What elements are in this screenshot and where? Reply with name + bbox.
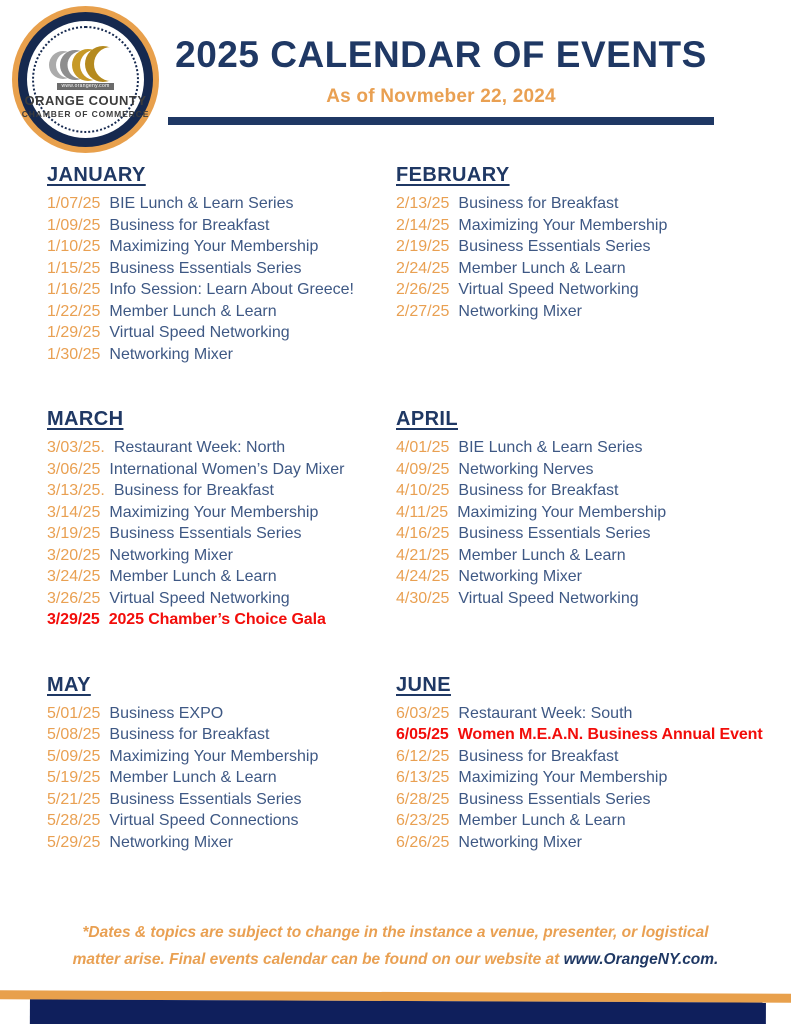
title-block: [168, 34, 714, 108]
event-date: 6/05/25: [396, 726, 449, 743]
event-date: 6/12/25: [396, 747, 450, 765]
month-heading: JANUARY: [47, 164, 146, 186]
event-row: [396, 258, 781, 280]
event-title: Business Essentials Series: [458, 525, 651, 542]
ccc-monogram-icon: [45, 43, 127, 85]
event-title: Networking Mixer: [109, 345, 233, 363]
event-row: [47, 480, 396, 502]
event-row: [396, 437, 781, 459]
event-row: [47, 703, 396, 725]
event-row: [47, 215, 396, 237]
event-title: Virtual Speed Networking: [109, 324, 290, 341]
event-row: [396, 789, 781, 811]
event-row: [47, 279, 396, 301]
bottom-navy-bar: [30, 999, 766, 1024]
event-title: Networking Mixer: [458, 833, 582, 851]
event-row: [396, 767, 781, 789]
event-row: [396, 545, 781, 567]
event-row: [47, 724, 396, 746]
months-grid: [47, 164, 781, 853]
event-title: Business for Breakfast: [113, 482, 274, 499]
event-date: 6/03/25: [396, 704, 450, 722]
event-date: 3/26/25: [47, 589, 101, 607]
event-title: Maximizing Your Membership: [109, 747, 319, 765]
event-date: 1/22/25: [47, 302, 101, 320]
event-title: Maximizing Your Membership: [458, 769, 668, 786]
event-date: 5/09/25: [47, 747, 101, 765]
event-row: [47, 832, 396, 854]
event-title: Restaurant Week: South: [458, 704, 633, 722]
event-title: Member Lunch & Learn: [109, 769, 277, 786]
event-row: [47, 236, 396, 258]
chamber-logo: [12, 6, 159, 153]
event-date: 2/24/25: [396, 259, 450, 277]
event-row: [47, 746, 396, 768]
event-title: Virtual Speed Networking: [109, 589, 290, 607]
month-march: [47, 408, 396, 631]
event-row: [396, 193, 781, 215]
event-title: 2025 Chamber’s Choice Gala: [108, 611, 326, 628]
month-june: [396, 674, 781, 854]
event-date: 4/09/25: [396, 460, 450, 478]
event-date: 2/14/25: [396, 216, 450, 234]
event-title: Business Essentials Series: [458, 238, 651, 255]
event-date: 3/24/25: [47, 568, 101, 585]
event-title: Business for Breakfast: [458, 482, 619, 499]
event-date: 3/13/25.: [47, 482, 105, 499]
event-title: Networking Mixer: [458, 568, 582, 585]
disclaimer-line1: *Dates & topics are subject to change in the instance a venue, presenter, or logistical: [82, 924, 709, 941]
event-title: Business Essentials Series: [109, 525, 302, 542]
event-title: Networking Mixer: [109, 546, 233, 564]
event-date: 3/20/25: [47, 546, 101, 564]
event-row: [396, 588, 781, 610]
month-heading: MAY: [47, 673, 91, 696]
event-date: 4/24/25: [396, 568, 450, 585]
event-date: 1/29/25: [47, 324, 101, 341]
event-date: 3/29/25: [47, 611, 100, 628]
event-title: Women M.E.A.N. Business Annual Event: [457, 726, 763, 743]
event-date: 1/16/25: [47, 281, 101, 298]
event-row: [47, 566, 396, 588]
event-date: 5/01/25: [47, 704, 101, 722]
event-title: International Women’s Day Mixer: [109, 460, 345, 478]
as-of-date: As of Novmeber 22, 2024: [326, 86, 556, 107]
event-date: 4/16/25: [396, 525, 450, 542]
event-row: [47, 301, 396, 323]
event-date: 5/29/25: [47, 833, 101, 851]
event-title: Virtual Speed Connections: [109, 812, 299, 829]
event-title: Member Lunch & Learn: [458, 546, 626, 564]
event-date: 6/26/25: [396, 833, 450, 851]
event-title: Business for Breakfast: [458, 195, 619, 212]
event-row: [47, 344, 396, 366]
logo-content: [21, 28, 150, 131]
event-title: Networking Mixer: [458, 302, 582, 320]
event-row: [47, 810, 396, 832]
event-date: 2/19/25: [396, 238, 450, 255]
event-date: 5/19/25: [47, 769, 101, 786]
event-date: 4/01/25: [396, 439, 450, 456]
event-date: 6/13/25: [396, 769, 450, 786]
event-row: [396, 703, 781, 725]
event-row: [47, 789, 396, 811]
event-date: 3/19/25: [47, 525, 101, 542]
event-title: Member Lunch & Learn: [109, 568, 277, 585]
event-date: 2/27/25: [396, 302, 450, 320]
logo-website-text: www.orangeny.com: [57, 83, 113, 90]
event-date: 2/26/25: [396, 281, 450, 298]
event-date: 3/03/25.: [47, 439, 105, 456]
bottom-bars: [0, 990, 791, 1024]
event-title: Member Lunch & Learn: [458, 259, 626, 277]
event-title: Virtual Speed Networking: [458, 589, 639, 607]
event-title: Business for Breakfast: [109, 726, 270, 743]
event-title: Business EXPO: [109, 704, 224, 722]
event-date: 5/21/25: [47, 790, 101, 808]
event-date: 2/13/25: [396, 195, 450, 212]
event-title: Networking Nerves: [458, 460, 594, 478]
event-title: Business Essentials Series: [109, 790, 302, 808]
event-row: [47, 322, 396, 344]
month-heading: APRIL: [396, 408, 458, 430]
event-date: 3/06/25: [47, 460, 101, 478]
event-title: Info Session: Learn About Greece!: [109, 281, 354, 298]
event-date: 1/15/25: [47, 259, 101, 277]
event-date: 6/28/25: [396, 790, 450, 808]
event-row: [47, 609, 396, 631]
event-row: [396, 746, 781, 768]
month-heading: FEBRUARY: [396, 164, 510, 186]
event-row: [47, 588, 396, 610]
logo-org-name: ORANGE COUNTY: [24, 92, 147, 108]
event-row: [47, 459, 396, 481]
event-title: Business Essentials Series: [109, 259, 302, 277]
event-row: [47, 502, 396, 524]
event-title: Maximizing Your Membership: [458, 216, 668, 234]
event-title: Networking Mixer: [109, 833, 233, 851]
month-april: [396, 408, 781, 631]
event-row: [47, 767, 396, 789]
event-row: [396, 279, 781, 301]
event-title: Business for Breakfast: [458, 747, 619, 765]
event-row: [396, 523, 781, 545]
event-row: [396, 301, 781, 323]
event-row: [396, 810, 781, 832]
logo-org-subname: CHAMBER OF COMMERCE: [21, 108, 150, 119]
event-date: 3/14/25: [47, 503, 101, 521]
event-title: Maximizing Your Membership: [109, 238, 319, 255]
event-row: [396, 236, 781, 258]
event-title: Maximizing Your Membership: [109, 503, 319, 521]
event-title: Maximizing Your Membership: [457, 503, 667, 521]
event-row: [396, 566, 781, 588]
event-date: 1/10/25: [47, 238, 101, 255]
event-row: [47, 437, 396, 459]
disclaimer: [40, 919, 751, 973]
month-february: [396, 164, 781, 365]
event-row: [47, 258, 396, 280]
event-date: 4/30/25: [396, 589, 450, 607]
event-title: Member Lunch & Learn: [458, 812, 626, 829]
month-january: [47, 164, 396, 365]
event-row: [47, 193, 396, 215]
event-date: 4/11/25: [396, 503, 449, 521]
event-title: Restaurant Week: North: [113, 439, 286, 456]
event-date: 4/10/25: [396, 482, 450, 499]
event-title: Business Essentials Series: [458, 790, 651, 808]
event-row: [396, 215, 781, 237]
event-row: [47, 523, 396, 545]
event-date: 1/30/25: [47, 345, 101, 363]
event-row: [396, 480, 781, 502]
event-date: 5/08/25: [47, 726, 101, 743]
event-title: BIE Lunch & Learn Series: [109, 195, 294, 212]
disclaimer-line2: matter arise. Final events calendar can be found on our website at: [72, 951, 560, 968]
event-title: Virtual Speed Networking: [458, 281, 639, 298]
month-heading: MARCH: [47, 408, 124, 430]
event-date: 1/09/25: [47, 216, 101, 234]
event-title: Business for Breakfast: [109, 216, 270, 234]
header-divider: [168, 117, 714, 125]
event-row: [396, 832, 781, 854]
event-date: 5/28/25: [47, 812, 101, 829]
event-row: [396, 459, 781, 481]
month-heading: JUNE: [396, 673, 451, 696]
event-title: BIE Lunch & Learn Series: [458, 439, 643, 456]
event-date: 6/23/25: [396, 812, 450, 829]
event-title: Member Lunch & Learn: [109, 302, 277, 320]
month-may: [47, 674, 396, 854]
website-link: www.OrangeNY.com.: [563, 951, 719, 968]
event-row: [396, 502, 781, 524]
page-title: 2025 CALENDAR OF EVENTS: [175, 34, 707, 75]
event-date: 1/07/25: [47, 195, 101, 212]
event-date: 4/21/25: [396, 546, 450, 564]
event-row: [396, 724, 781, 746]
event-row: [47, 545, 396, 567]
